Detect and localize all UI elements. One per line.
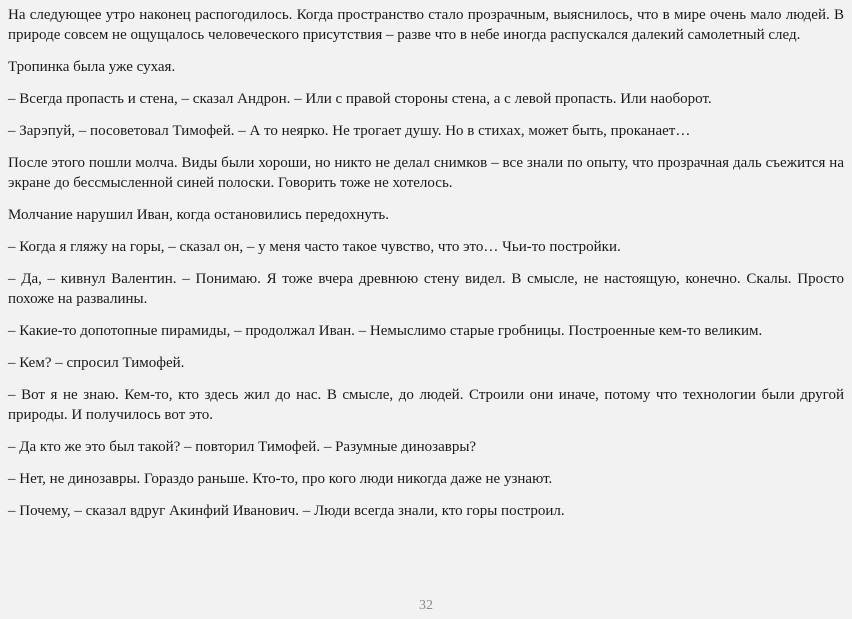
paragraph: На следующее утро наконец распогодилось. Когда пространство стало прозрачным, выяснилось, что в мире очень мало людей. В природе совсем не ощущалось человеческого присутствия – разве что в небе иногда распускался далекий самолетный след. <box>8 7 844 43</box>
paragraph: – Почему, – сказал вдруг Акинфий Иванович. – Люди всегда знали, кто горы построил. <box>8 503 565 519</box>
paragraph: – Нет, не динозавры. Гораздо раньше. Кто-то, про кого люди никогда даже не узнают. <box>8 471 553 487</box>
paragraph: – Всегда пропасть и стена, – сказал Андрон. – Или с правой стороны стена, а с левой пропасть. Или наоборот. <box>8 91 712 107</box>
paragraph: – Вот я не знаю. Кем-то, кто здесь жил до нас. В смысле, до людей. Строили они иначе, потому что технологии были другой природы. И получилось вот это. <box>8 387 844 423</box>
paragraph: Тропинка была уже сухая. <box>8 59 176 75</box>
paragraph: – Какие-то допотопные пирамиды, – продолжал Иван. – Немыслимо старые гробницы. Построенные кем-то великим. <box>8 323 763 339</box>
paragraph: – Да кто же это был такой? – повторил Тимофей. – Разумные динозавры? <box>8 439 477 455</box>
page-number: 32 <box>419 598 433 613</box>
paragraph: – Когда я гляжу на горы, – сказал он, – у меня часто такое чувство, что это… Чьи-то постройки. <box>8 239 621 255</box>
paragraph: – Зарэпуй, – посоветовал Тимофей. – А то неярко. Не трогает душу. Но в стихах, может быть, проканает… <box>8 123 691 139</box>
paragraph: Молчание нарушил Иван, когда остановились передохнуть. <box>8 207 389 223</box>
paragraph: После этого пошли молча. Виды были хороши, но никто не делал снимков – все знали по опыту, что прозрачная даль съежится на экране до бессмысленной синей полоски. Говорить тоже не хотелось. <box>8 155 844 191</box>
paragraph: – Кем? – спросил Тимофей. <box>8 355 185 371</box>
paragraph: – Да, – кивнул Валентин. – Понимаю. Я тоже вчера древнюю стену видел. В смысле, не настоящую, конечно. Скалы. Просто похоже на развалины. <box>8 271 844 307</box>
